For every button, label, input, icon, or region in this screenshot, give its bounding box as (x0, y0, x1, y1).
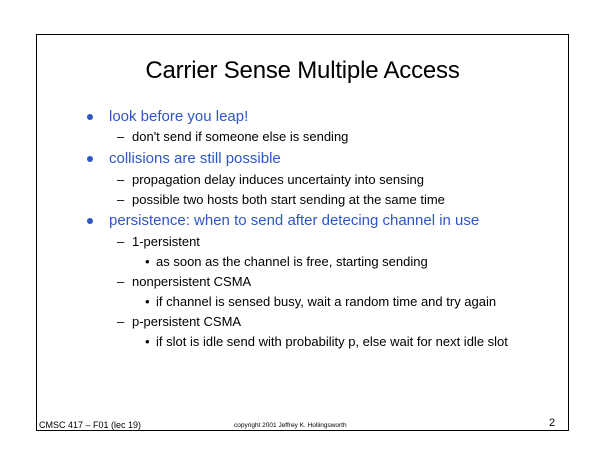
sub-sub-bullet-3-3-1: if slot is idle send with probability p, else wait for next idle slot (156, 334, 508, 349)
bullet-3: persistence: when to send after detecing channel in use (109, 212, 480, 229)
sub-bullet-1-1: don't send if someone else is sending (132, 129, 349, 144)
sub-sub-bullet-3-2-1: if channel is sensed busy, wait a random time and try again (156, 294, 497, 309)
dash-marker: – (117, 192, 125, 207)
sub-bullet-3-3: p-persistent CSMA (132, 314, 242, 329)
sub-bullet-2-2: possible two hosts both start sending at the same time (132, 192, 445, 207)
page-number: 2 (549, 417, 556, 429)
bullet-2: collisions are still possible (109, 150, 281, 167)
dot-marker: • (145, 294, 150, 309)
sub-bullet-3-2: nonpersistent CSMA (132, 274, 252, 289)
dash-marker: – (117, 172, 125, 187)
bullet-dot-icon (87, 156, 93, 162)
footer-course: CMSC 417 – F01 (lec 19) (39, 420, 142, 430)
bullet-1: look before you leap! (109, 108, 249, 125)
dash-marker: – (117, 129, 125, 144)
sub-sub-bullet-3-1-1: as soon as the channel is free, starting sending (156, 254, 428, 269)
footer-copyright: copyright 2001 Jeffrey K. Hollingsworth (234, 422, 347, 429)
dash-marker: – (117, 274, 125, 289)
dash-marker: – (117, 234, 125, 249)
dash-marker: – (117, 314, 125, 329)
sub-bullet-2-1: propagation delay induces uncertainty into sensing (132, 172, 424, 187)
slide-title: Carrier Sense Multiple Access (145, 57, 460, 84)
bullet-dot-icon (87, 218, 93, 224)
dot-marker: • (145, 254, 150, 269)
bullet-dot-icon (87, 114, 93, 120)
dot-marker: • (145, 334, 150, 349)
sub-bullet-3-1: 1-persistent (132, 234, 200, 249)
slide-frame (36, 34, 569, 431)
